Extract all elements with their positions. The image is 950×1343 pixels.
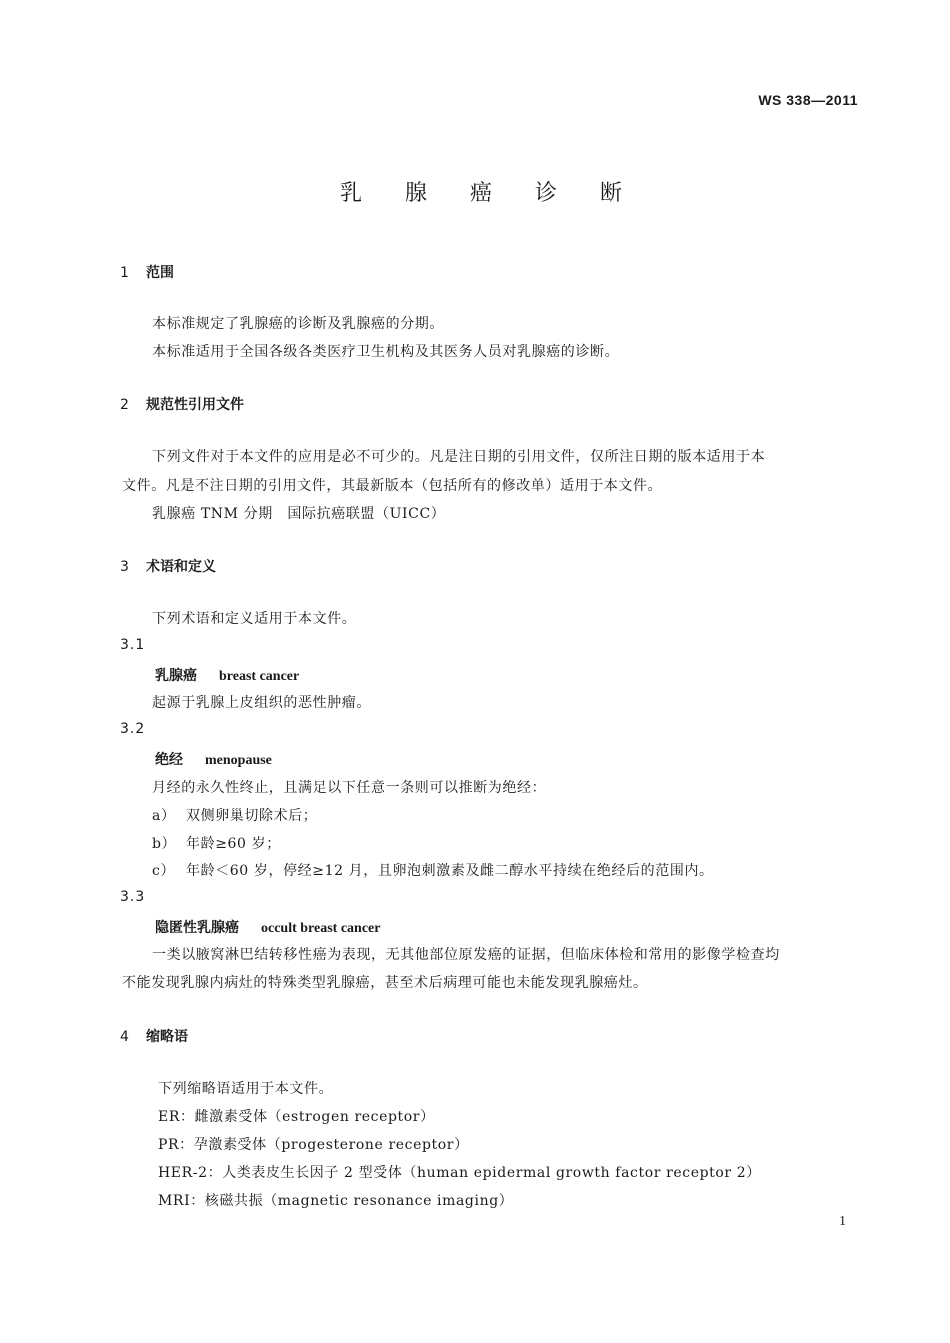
section-number: 4 [120,1029,129,1045]
list-item-text: 年龄≥60 岁； [186,836,281,852]
list-item-text: 年龄＜60 岁，停经≥12 月，且卵泡刺激素及雌二醇水平持续在绝经后的范围内。 [186,863,714,879]
list-item-text: 双侧卵巢切除术后； [186,808,318,824]
list-item-label: a） [152,808,176,824]
list-item [152,833,281,853]
term-zh: 乳腺癌 [155,668,197,684]
abbreviation-entry: MRI：核磁共振（magnetic resonance imaging） [158,1193,514,1209]
paragraph: 下列术语和定义适用于本文件。 [152,611,357,627]
term-definition-line: 一类以腋窝淋巴结转移性癌为表现，无其他部位原发癌的证据，但临床体检和常用的影像学检查均 [152,947,780,963]
term-heading [155,749,272,769]
term-en: occult breast cancer [261,921,381,936]
section-title: 规范性引用文件 [146,397,244,413]
term-definition: 月经的永久性终止，且满足以下任意一条则可以推断为绝经： [152,780,547,796]
section-title: 范围 [146,265,174,281]
list-item-label: c） [152,863,176,879]
term-zh: 绝经 [155,752,183,768]
abbreviation-entry: ER：雌激素受体（estrogen receptor） [158,1109,435,1125]
paragraph: 下列缩略语适用于本文件。 [158,1081,334,1097]
section-3-heading [120,556,216,576]
term-heading [155,665,299,685]
term-en: breast cancer [219,669,300,684]
paragraph: 本标准适用于全国各级各类医疗卫生机构及其医务人员对乳腺癌的诊断。 [152,344,620,360]
page-number: 1 [839,1214,846,1229]
section-number: 3 [120,559,129,575]
section-1-heading [120,262,174,282]
abbreviation-entry: PR：孕激素受体（progesterone receptor） [158,1137,469,1153]
subsection-number: 3.2 [120,721,146,737]
abbreviation-entry: HER-2：人类表皮生长因子 2 型受体（human epidermal growth factor receptor 2） [158,1165,761,1181]
paragraph-line: 文件。凡是不注日期的引用文件，其最新版本（包括所有的修改单）适用于本文件。 [122,478,663,494]
list-item-label: b） [152,836,177,852]
list-item [152,860,714,880]
term-en: menopause [205,753,272,768]
reference-entry: 乳腺癌 TNM 分期 国际抗癌联盟（UICC） [152,506,446,522]
section-2-heading [120,394,244,414]
section-title: 术语和定义 [146,559,216,575]
paragraph-line: 下列文件对于本文件的应用是必不可少的。凡是注日期的引用文件，仅所注日期的版本适用于本 [152,449,766,465]
term-zh: 隐匿性乳腺癌 [155,920,239,936]
subsection-number: 3.3 [120,889,146,905]
term-definition: 起源于乳腺上皮组织的恶性肿瘤。 [152,695,371,711]
term-definition-line: 不能发现乳腺内病灶的特殊类型乳腺癌，甚至术后病理可能也未能发现乳腺癌灶。 [122,975,648,991]
section-title: 缩略语 [146,1029,188,1045]
section-number: 1 [120,265,129,281]
standard-code: WS 338—2011 [758,92,858,108]
document-title: 乳 腺 癌 诊 断 [340,181,640,206]
section-number: 2 [120,397,129,413]
paragraph: 本标准规定了乳腺癌的诊断及乳腺癌的分期。 [152,316,444,332]
list-item [152,805,317,825]
term-heading [155,917,380,937]
section-4-heading [120,1026,188,1046]
subsection-number: 3.1 [120,637,146,653]
